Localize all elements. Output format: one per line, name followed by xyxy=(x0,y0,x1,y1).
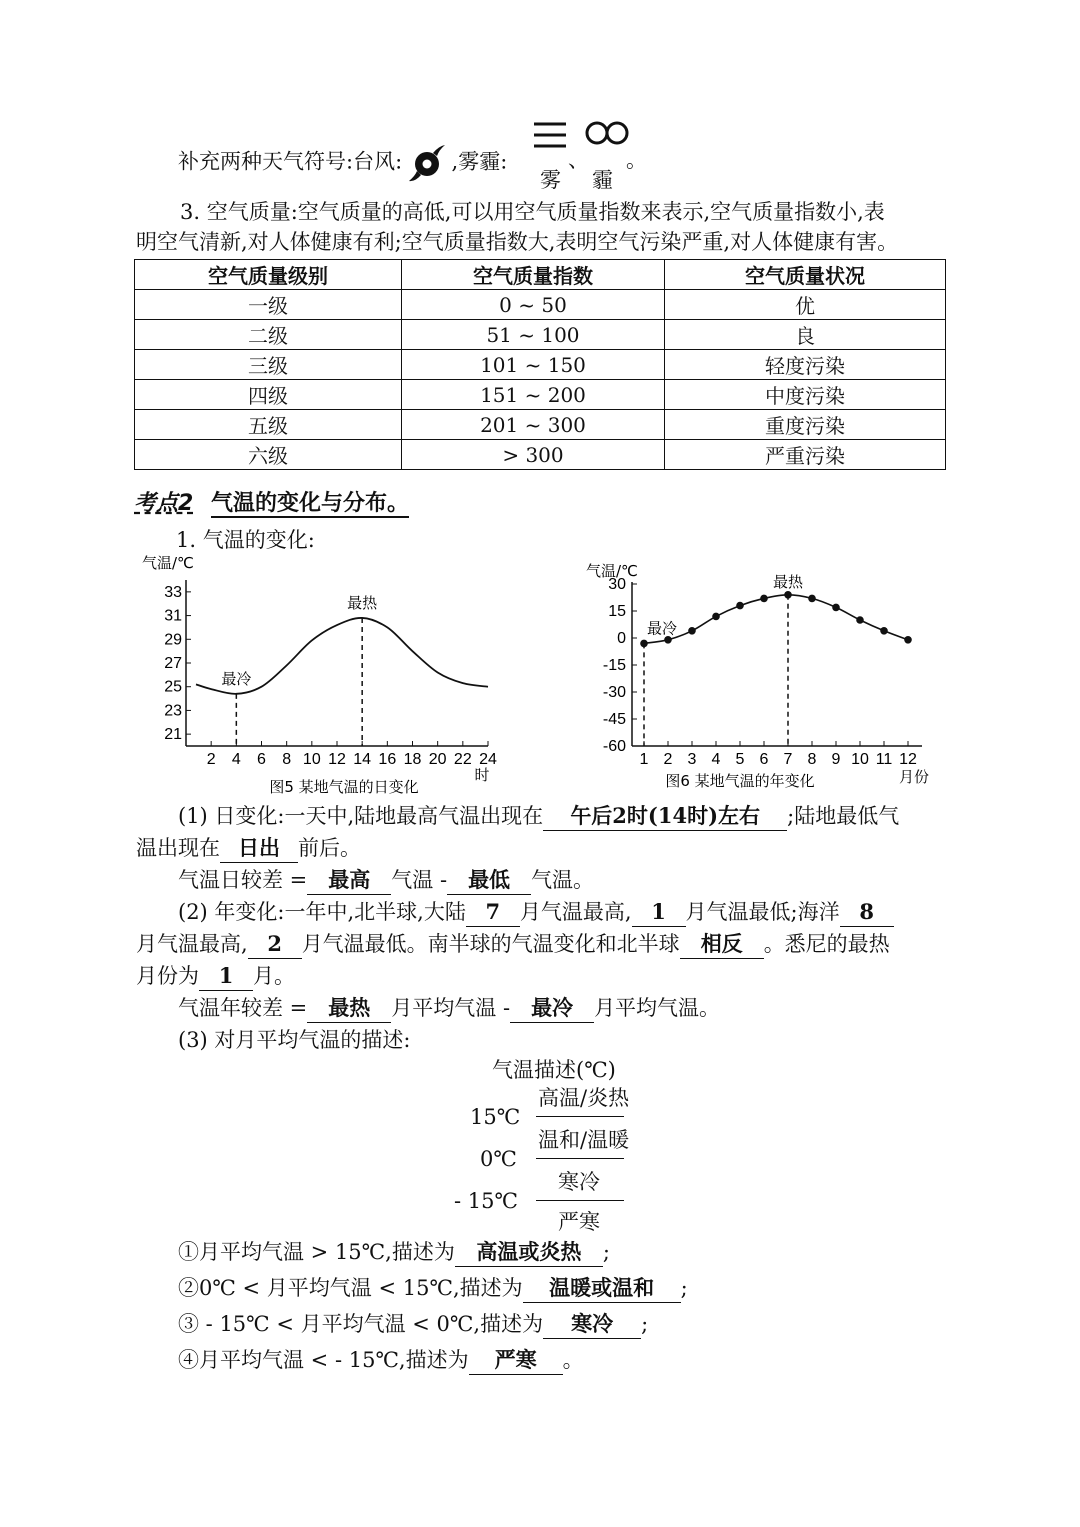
annual-f: 月气温最低。南半球的气温变化和北半球 xyxy=(301,932,680,956)
y-tick-label: 29 xyxy=(164,631,182,649)
blank-highest: 最高 xyxy=(307,866,391,895)
annual-d: 月气温最低;海洋 xyxy=(685,900,840,924)
daily-range-c: 气温 - xyxy=(391,868,448,892)
haze-icon xyxy=(584,118,630,148)
cell-level: 五级 xyxy=(135,410,402,440)
weather-symbols-line xyxy=(178,144,507,182)
typhoon-icon xyxy=(409,144,445,182)
data-point xyxy=(832,604,840,612)
scale-line-neg15 xyxy=(536,1200,624,1201)
blank-lowest: 最低 xyxy=(447,866,531,895)
scale-label-cold: 寒冷 xyxy=(558,1170,600,1194)
scale-threshold-0: 0℃ xyxy=(480,1147,517,1171)
data-point xyxy=(760,595,768,603)
annual-g: 。悉尼的最热 xyxy=(763,932,890,956)
x-tick-label: 10 xyxy=(302,751,321,768)
data-point xyxy=(736,602,744,610)
cell-status: 轻度污染 xyxy=(665,350,946,380)
x-tick-label: 11 xyxy=(875,751,893,768)
y-tick-label: 33 xyxy=(164,583,182,601)
scale-threshold-15: 15℃ xyxy=(470,1105,521,1129)
annual-e: 月气温最高, xyxy=(136,932,248,956)
x-tick-label: 2 xyxy=(663,751,673,768)
item-punct: ; xyxy=(641,1312,649,1336)
y-tick-label: -60 xyxy=(602,738,626,755)
y-tick-label: 27 xyxy=(164,655,182,672)
annotation-label: 最热 xyxy=(772,572,804,591)
daily-text-e: 前后。 xyxy=(298,836,361,860)
cell-index: 101 ~ 150 xyxy=(402,350,665,380)
header-index: 空气质量指数 xyxy=(402,260,665,290)
daily-line-1 xyxy=(178,802,899,831)
cell-status: 优 xyxy=(665,290,946,320)
table-row xyxy=(135,380,946,410)
item-text: ①月平均气温 > 15℃,描述为 xyxy=(178,1240,455,1264)
cell-index: > 300 xyxy=(402,440,665,470)
chart-title: 图5 某地气温的日变化 xyxy=(269,778,419,796)
fog-icon xyxy=(532,118,568,152)
daily-range-line xyxy=(178,866,594,895)
blank-max-time: 午后2时(14时)左右 xyxy=(543,802,787,831)
data-point xyxy=(808,595,816,603)
symbols-intro: 补充两种天气符号:台风: xyxy=(178,149,403,174)
x-tick-label: 20 xyxy=(428,751,447,768)
daily-range-a: 气温日较差 = xyxy=(178,868,308,892)
blank-land-max: 7 xyxy=(466,898,520,927)
cell-level: 四级 xyxy=(135,380,402,410)
x-axis-label: 时 xyxy=(474,766,490,784)
item-punct: ; xyxy=(602,1240,610,1264)
x-tick-label: 14 xyxy=(353,751,372,768)
table-row xyxy=(135,410,946,440)
symbol-separator: 、 xyxy=(568,148,589,172)
data-point xyxy=(856,616,864,624)
desc-title: (3) 对月平均气温的描述: xyxy=(178,1028,411,1052)
annual-h: 月份为 xyxy=(136,964,199,988)
daily-range-d: 气温。 xyxy=(531,868,595,892)
list-item xyxy=(178,1310,648,1339)
x-tick-label: 10 xyxy=(851,751,869,768)
table-row xyxy=(135,290,946,320)
daily-text-d: 温出现在 xyxy=(136,836,220,860)
section-badge: 考点2 xyxy=(134,491,194,516)
y-tick-label: 30 xyxy=(608,576,626,593)
header-status: 空气质量状况 xyxy=(665,260,946,290)
fog-label: 雾 xyxy=(540,168,561,192)
item-text: ④月平均气温 < - 15℃,描述为 xyxy=(178,1348,469,1372)
blank-item-1: 高温或炎热 xyxy=(455,1238,603,1267)
x-tick-label: 12 xyxy=(899,751,917,768)
cell-level: 一级 xyxy=(135,290,402,320)
scale-line-15 xyxy=(536,1116,624,1117)
symbol-end: 。 xyxy=(626,148,647,172)
x-tick-label: 16 xyxy=(378,751,397,768)
blank-ocean-max: 8 xyxy=(840,898,894,927)
table-header-row xyxy=(135,260,946,290)
cell-status: 严重污染 xyxy=(665,440,946,470)
cell-status: 重度污染 xyxy=(665,410,946,440)
x-tick-label: 18 xyxy=(403,751,422,768)
annual-i: 月。 xyxy=(253,964,295,988)
blank-item-2: 温暖或温和 xyxy=(523,1274,681,1303)
air-quality-intro-1: 3. 空气质量:空气质量的高低,可以用空气质量指数来表示,空气质量指数小,表 xyxy=(180,200,885,224)
x-tick-label: 2 xyxy=(206,751,216,768)
x-tick-label: 9 xyxy=(831,751,841,768)
blank-hottest: 最热 xyxy=(307,994,391,1023)
annotation-label: 最热 xyxy=(347,593,378,612)
cell-index: 0 ~ 50 xyxy=(402,290,665,320)
cell-index: 151 ~ 200 xyxy=(402,380,665,410)
x-tick-label: 22 xyxy=(453,751,472,768)
x-tick-label: 12 xyxy=(328,751,346,768)
x-tick-label: 24 xyxy=(479,751,497,768)
scale-label-severe: 严寒 xyxy=(558,1210,600,1234)
annual-line-2 xyxy=(136,930,890,959)
item-text: ②0℃ < 月平均气温 < 15℃,描述为 xyxy=(178,1276,523,1300)
list-item xyxy=(178,1274,688,1303)
x-tick-label: 3 xyxy=(687,751,697,768)
cell-status: 良 xyxy=(665,320,946,350)
daily-text-a: (1) 日变化:一天中,陆地最高气温出现在 xyxy=(178,804,544,828)
table-row xyxy=(135,440,946,470)
annual-range-d: 月平均气温。 xyxy=(594,996,721,1020)
cell-level: 三级 xyxy=(135,350,402,380)
x-tick-label: 1 xyxy=(639,751,649,768)
blank-min-time: 日出 xyxy=(220,834,298,863)
y-tick-label: -45 xyxy=(602,711,626,728)
annual-range-c: 月平均气温 - xyxy=(391,996,511,1020)
y-tick-label: -30 xyxy=(602,684,626,701)
table-row xyxy=(135,350,946,380)
blank-sydney: 1 xyxy=(199,962,253,991)
blank-south: 相反 xyxy=(680,930,764,959)
y-tick-label: 15 xyxy=(608,603,626,620)
data-point xyxy=(712,613,720,621)
scale-line-0 xyxy=(536,1158,624,1159)
chart-title: 图6 某地气温的年变化 xyxy=(665,772,815,790)
y-tick-label: 0 xyxy=(617,630,626,647)
x-tick-label: 4 xyxy=(231,751,241,768)
annual-range-a: 气温年较差 = xyxy=(178,996,308,1020)
annual-line-3 xyxy=(136,962,295,991)
y-tick-label: -15 xyxy=(602,657,626,674)
data-point xyxy=(880,627,888,635)
list-item xyxy=(178,1346,584,1375)
x-axis-label: 月份 xyxy=(898,768,930,786)
blank-land-min: 1 xyxy=(632,898,686,927)
cell-index: 51 ~ 100 xyxy=(402,320,665,350)
annual-c: 月气温最高, xyxy=(519,900,632,924)
item-punct: 。 xyxy=(562,1348,584,1372)
data-point xyxy=(688,627,696,635)
x-tick-label: 4 xyxy=(711,751,721,768)
cell-index: 201 ~ 300 xyxy=(402,410,665,440)
y-tick-label: 31 xyxy=(164,607,182,625)
annotation-label: 最冷 xyxy=(646,619,678,638)
y-axis-label: 气温/℃ xyxy=(586,562,638,580)
cell-status: 中度污染 xyxy=(665,380,946,410)
daily-text-c: ;陆地最低气 xyxy=(787,804,900,828)
x-tick-label: 6 xyxy=(257,751,266,768)
annual-temp-chart xyxy=(580,556,940,800)
x-tick-label: 6 xyxy=(759,751,769,768)
haze-label: 霾 xyxy=(592,168,613,192)
section-header xyxy=(134,486,409,517)
blank-coldest: 最冷 xyxy=(510,994,594,1023)
blank-ocean-min: 2 xyxy=(248,930,302,959)
x-tick-label: 8 xyxy=(282,751,292,768)
air-quality-intro-2: 明空气清新,对人体健康有利;空气质量指数大,表明空气污染严重,对人体健康有害。 xyxy=(136,230,899,254)
scale-label-mild: 温和/温暖 xyxy=(538,1128,630,1152)
annual-range-line xyxy=(178,994,720,1023)
daily-line-2 xyxy=(136,834,361,863)
daily-temp-chart xyxy=(140,550,520,800)
header-level: 空气质量级别 xyxy=(135,260,402,290)
cell-level: 六级 xyxy=(135,440,402,470)
scale-title: 气温描述(℃) xyxy=(492,1058,616,1082)
data-point xyxy=(904,636,912,644)
y-tick-label: 25 xyxy=(164,678,182,696)
x-tick-label: 8 xyxy=(807,751,817,768)
blank-item-3: 寒冷 xyxy=(543,1310,641,1339)
y-tick-label: 23 xyxy=(164,702,182,720)
item-punct: ; xyxy=(680,1276,688,1300)
scale-label-hot: 高温/炎热 xyxy=(538,1086,630,1110)
item-text: ③ - 15℃ < 月平均气温 < 0℃,描述为 xyxy=(178,1312,544,1336)
cell-level: 二级 xyxy=(135,320,402,350)
list-item xyxy=(178,1238,610,1267)
x-tick-label: 5 xyxy=(735,751,745,768)
section-title: 气温的变化与分布。 xyxy=(210,491,409,516)
fog-prefix: ,雾霾: xyxy=(451,149,508,174)
x-tick-label: 7 xyxy=(783,751,793,768)
annual-line-1 xyxy=(178,898,894,927)
blank-item-4: 严寒 xyxy=(469,1346,563,1375)
annual-a: (2) 年变化:一年中,北半球,大陆 xyxy=(178,900,466,924)
y-axis-label: 气温/℃ xyxy=(142,554,194,572)
table-row xyxy=(135,320,946,350)
y-tick-label: 21 xyxy=(164,726,182,744)
air-quality-table xyxy=(134,259,946,470)
scale-threshold-neg15: - 15℃ xyxy=(454,1189,518,1213)
annotation-label: 最冷 xyxy=(221,669,252,688)
annual-temp-line xyxy=(644,595,908,644)
subsection-title: 1. 气温的变化: xyxy=(176,528,315,552)
